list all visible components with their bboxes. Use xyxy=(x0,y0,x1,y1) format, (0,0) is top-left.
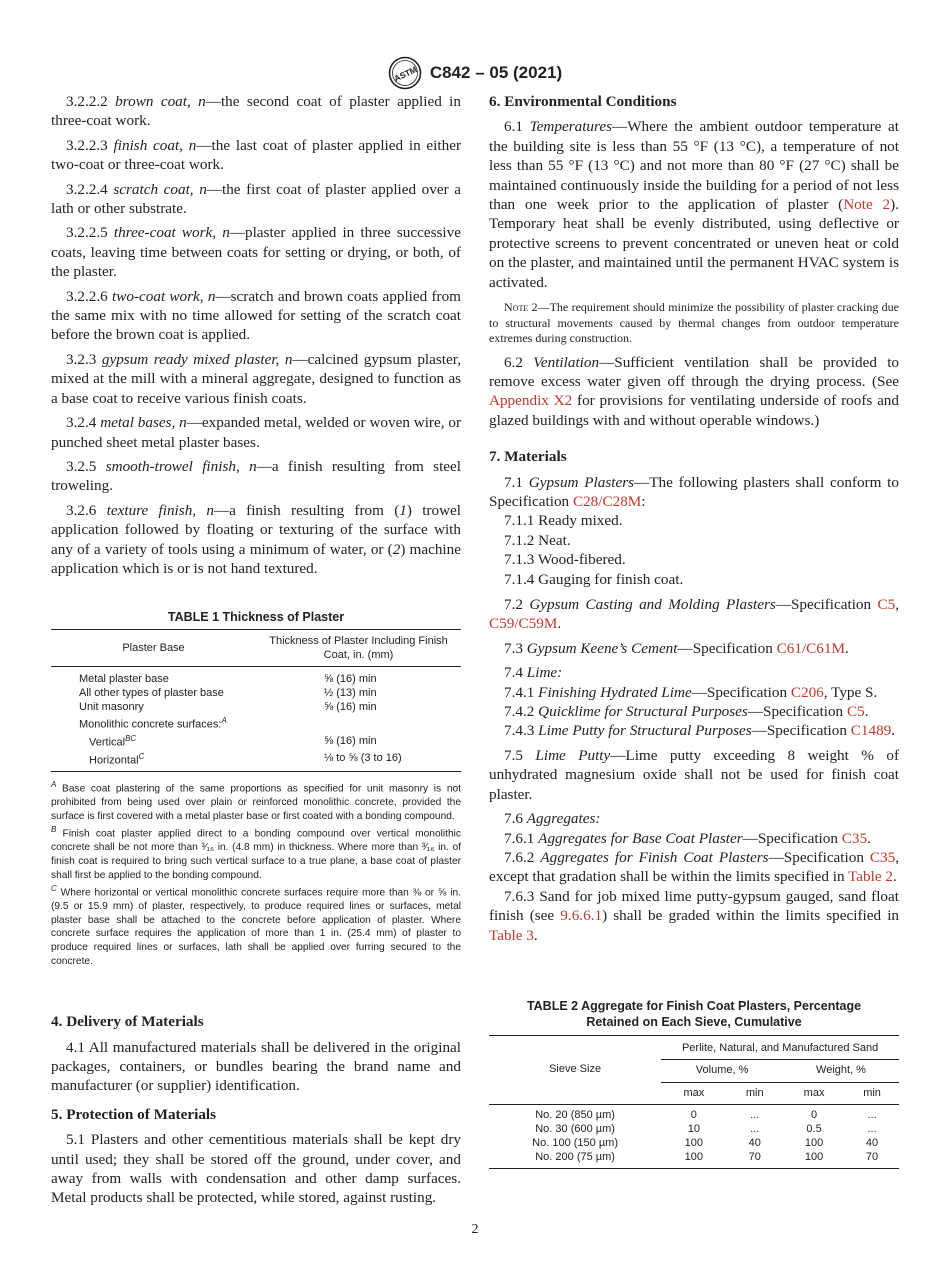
table1-thickness-cell: ⅝ (16) min xyxy=(324,701,377,714)
c35-link[interactable]: C35 xyxy=(841,829,868,847)
gypsum-plasters-list xyxy=(489,511,899,589)
para-7-6-1: 7.6.1 Aggregates for Base Coat Plaster—Specification C35. xyxy=(504,829,871,847)
c206-link[interactable]: C206 xyxy=(790,683,824,701)
table2-vol-max: max xyxy=(683,1086,705,1099)
table1-row xyxy=(51,667,461,687)
table2-sieve-cell: No. 200 (75 µm) xyxy=(535,1151,615,1164)
definition-item: 3.2.2.6 two-coat work, n—scratch and brown coats applied from the same mix with no time allowed for setting of the scratch coat before the brown coat is applied. xyxy=(51,287,461,344)
table2-cell: 100 xyxy=(684,1151,703,1164)
definition-item: 3.2.2.2 brown coat, n—the second coat of plaster applied in three-coat work. xyxy=(51,93,462,130)
table2-cell: 0 xyxy=(811,1109,818,1122)
definition-item: 3.2.2.5 three-coat work, n—plaster applied in three successive coats, leaving time between coats for setting or drying, or both, of the plaster. xyxy=(51,224,461,281)
table1-thickness-of-plaster xyxy=(51,629,461,772)
table1-row xyxy=(51,686,461,700)
table1-thickness-cell: ½ (13) min xyxy=(324,687,377,700)
para-4-1: 4.1 All manufactured materials shall be delivered in the original packages, containers, or bundles bearing the brand name and manufacturer (or supplier) identification. xyxy=(51,1038,461,1095)
page-header xyxy=(0,56,950,90)
table2-cell: ... xyxy=(750,1109,760,1122)
table2-cell: 0 xyxy=(690,1109,697,1122)
table2-cell: 40 xyxy=(748,1137,761,1150)
astm-logo-icon xyxy=(388,56,422,90)
para-7-6-2: 7.6.2 Aggregates for Finish Coat Plasters—Specification C35, except that gradation shall be within the limits specified in Table 2. xyxy=(489,848,899,886)
table1-row xyxy=(51,732,461,750)
definition-item: 3.2.3 gypsum ready mixed plaster, n—calcined gypsum plaster, mixed at the mill with a mineral aggregate, designed to function as a base coat to receive various finish coats. xyxy=(51,350,461,407)
table2-cell: 100 xyxy=(804,1151,824,1164)
table2-cell: 70 xyxy=(865,1151,879,1164)
definition-item: 3.2.4 metal bases, n—expanded metal, welded or woven wire, or punched sheet metal plaster bases. xyxy=(51,414,462,451)
c5-link[interactable]: C5 xyxy=(877,596,896,614)
table2-aggregate xyxy=(489,1035,899,1169)
para-6-2: 6.2 Ventilation—Sufficient ventilation shall be provided to remove excess water given off through the drying process. (See Appendix X2 for provisions for ventilating underside of roofs and glazed buildings with and without operable windows.) xyxy=(489,353,900,429)
table2-wt-max: max xyxy=(803,1086,825,1099)
table2-sieve-cell: No. 30 (600 µm) xyxy=(535,1123,615,1136)
c61-link[interactable]: C61/C61M xyxy=(776,639,845,657)
table2-col-sieve: Sieve Size xyxy=(489,1035,661,1104)
c59-link[interactable]: C59/C59M xyxy=(489,615,558,633)
definition-item: 3.2.5 smooth-trowel finish, n—a finish resulting from steel troweling. xyxy=(51,457,461,495)
table2-cell: 70 xyxy=(748,1151,761,1164)
section-6-title: 6. Environmental Conditions xyxy=(489,93,677,110)
table1-footnotes xyxy=(51,778,461,968)
para-7-1: 7.1 Gypsum Plasters—The following plasters shall conform to Specification C28/C28M: xyxy=(489,473,899,510)
table2-cell: 40 xyxy=(865,1137,879,1150)
table1-base-cell: Unit masonry xyxy=(79,701,144,714)
section-9-6-6-1-link[interactable]: 9.6.6.1 xyxy=(560,907,603,925)
table2-weight-header: Weight, % xyxy=(783,1060,899,1082)
para-7-5: 7.5 Lime Putty—Lime putty exceeding 8 weight % of unhydrated magnesium oxide shall not be used for finish coat plaster. xyxy=(489,746,899,803)
note-2-link[interactable]: Note 2 xyxy=(843,196,891,214)
table1-title: TABLE 1 Thickness of Plaster xyxy=(167,610,345,625)
c1489-link[interactable]: C1489 xyxy=(850,722,892,740)
standard-designation: C842 – 05 (2021) xyxy=(429,63,563,82)
table2-vol-min: min xyxy=(745,1086,764,1099)
para-7-6: 7.6 Aggregates: xyxy=(504,810,601,828)
table2-cell: ... xyxy=(867,1109,877,1122)
table2-row xyxy=(489,1122,899,1136)
section-5-title: 5. Protection of Materials xyxy=(51,1105,217,1123)
para-7-2: 7.2 Gypsum Casting and Molding Plasters—Specification C5, C59/C59M. xyxy=(489,596,899,633)
list-item: 7.1.3 Wood-fibered. xyxy=(504,551,626,569)
definitions-list xyxy=(51,92,461,496)
list-item: 7.1.1 Ready mixed. xyxy=(504,512,623,530)
appendix-x2-link[interactable]: Appendix X2 xyxy=(489,392,573,410)
table1-base-cell: Horizontal$^C$ xyxy=(89,751,145,767)
definition-3-2-6: 3.2.6 texture finish, n—a finish resulting from (1) trowel application followed by floating or texturing of the surface with any of a variety of tools using a minimum of water, or (2) machine application which is or is not hand textured. xyxy=(51,501,462,577)
para-7-3: 7.3 Gypsum Keene’s Cement—Specification C61/C61M. xyxy=(504,639,849,657)
table2-sieve-cell: No. 20 (850 µm) xyxy=(535,1109,615,1122)
list-item: 7.1.2 Neat. xyxy=(504,531,571,549)
table2-cell: 10 xyxy=(687,1123,700,1136)
definition-item: 3.2.2.4 scratch coat, n—the first coat of plaster applied over a lath or other substrate. xyxy=(51,180,461,218)
table1-base-cell: Vertical$^{BC}$ xyxy=(89,734,137,749)
section-4-title: 4. Delivery of Materials xyxy=(51,1013,204,1031)
table1-base-cell: All other types of plaster base xyxy=(79,687,224,700)
para-5-1: 5.1 Plasters and other cementitious materials shall be kept dry until used; they shall be stored off the ground, under cover, and away from walls with condensation and other damp surfaces. Metal products shall be protected, while stored, against rusting. xyxy=(51,1131,461,1207)
page-number: 2 xyxy=(471,1222,479,1237)
table2-sieve-cell: No. 100 (150 µm) xyxy=(532,1137,618,1150)
table1-thickness-cell: ⅛ to ⅝ (3 to 16) xyxy=(324,752,402,765)
table2-title: TABLE 2 Aggregate for Finish Coat Plasters, Percentage Retained on Each Sieve, Cumulative xyxy=(526,998,862,1029)
table1-row xyxy=(51,700,461,714)
table1-col-base: Plaster Base xyxy=(122,641,185,654)
table2-row xyxy=(489,1105,899,1123)
table2-volume-header: Volume, % xyxy=(661,1060,783,1082)
para-7-4-1: 7.4.1 Finishing Hydrated Lime—Specification C206, Type S. xyxy=(504,683,878,701)
para-7-4: 7.4 Lime: xyxy=(504,664,563,682)
table1-row xyxy=(51,714,461,732)
table1-footnote: $^A$ Base coat plastering of the same proportions as specified for unit masonry is not prohibited from being used over plain or reinforced monolithic concrete, provided the surface is first covered with a metal plaster base or first coated with a bonding compound. xyxy=(51,780,461,822)
left-column xyxy=(51,92,461,1213)
table1-thickness-cell xyxy=(256,714,461,732)
c35-link-2[interactable]: C35 xyxy=(869,848,896,866)
table-2-link[interactable]: Table 2 xyxy=(848,868,893,886)
table2-cell: 0.5 xyxy=(806,1123,822,1136)
table2-cell: ... xyxy=(750,1123,760,1136)
note-2: Note 2—The requirement should minimize the possibility of plaster cracking due to structural movements caused by thermal changes from outdoor temperature extremes during construction. xyxy=(489,300,899,346)
table1-base-cell: Monolithic concrete surfaces:$^A$ xyxy=(79,716,227,731)
para-7-4-2: 7.4.2 Quicklime for Structural Purposes—Specification C5. xyxy=(504,703,869,721)
table2-row xyxy=(489,1150,899,1169)
table2-row xyxy=(489,1136,899,1150)
table1-row xyxy=(51,750,461,772)
right-column xyxy=(489,92,899,1169)
table2-cell: 100 xyxy=(804,1137,824,1150)
c5-link-2[interactable]: C5 xyxy=(846,703,865,721)
table1-thickness-cell: ⅝ (16) min xyxy=(324,673,377,686)
table1-base-cell: Metal plaster base xyxy=(79,673,169,686)
para-7-4-3: 7.4.3 Lime Putty for Structural Purposes—Specification C1489. xyxy=(504,722,896,740)
table2-cell: ... xyxy=(867,1123,877,1136)
table-3-link[interactable]: Table 3 xyxy=(489,926,534,944)
astm-logo-text: ASTM xyxy=(392,64,419,84)
para-7-6-3: 7.6.3 Sand for job mixed lime putty-gypsum gauged, sand float finish (see 9.6.6.1) shall be graded within the limits specified in Table 3. xyxy=(489,887,900,944)
table1-footnote: $^B$ Finish coat plaster applied direct to a bonding compound over vertical monolithic concrete shall be not more than ³⁄₁₆ in. (4.8 mm) in thickness. Where more than ³⁄₁₆ in. of finish coat is required to bring such vertical surface to a true plane, a base coat of plaster shall first be applied to the bonding compound. xyxy=(51,825,461,881)
c28-link[interactable]: C28/C28M xyxy=(572,493,642,510)
list-item: 7.1.4 Gauging for finish coat. xyxy=(504,570,684,588)
para-6-1: 6.1 Temperatures—Where the ambient outdoor temperature at the building site is less than 55 °F (13 °C), a temperature of not less than 55 °F (13 °C) and not more than 80 °F (27 °C) shall be maintained continuously inside the building for a period of not less than one week prior to the application of plaster (Note 2). Temporary heat shall be evenly distributed, using deflective or protective screens to prevent concentrated or uneven heat or cold on the plaster, and maintained until the permanent HVAC system is activated. xyxy=(489,118,899,291)
definition-item: 3.2.2.3 finish coat, n—the last coat of plaster applied in either two-coat or three-coat work. xyxy=(51,136,461,174)
table2-wt-min: min xyxy=(863,1086,881,1099)
table1-thickness-cell: ⅝ (16) min xyxy=(324,734,377,747)
table2-cell: 100 xyxy=(684,1137,703,1150)
section-7-title: 7. Materials xyxy=(489,448,567,466)
table1-col-thickness: Thickness of Plaster Including Finish Coat, in. (mm) xyxy=(269,635,448,662)
table2-group-header: Perlite, Natural, and Manufactured Sand xyxy=(661,1035,899,1059)
table1-footnote: $^C$ Where horizontal or vertical monolithic concrete surfaces require more than ⅜ or ⅝ in. (9.5 or 15.9 mm) of plaster, respectively, to produce required lines or surfaces, metal plaster base shall be attached to the concrete before application of plaster. Where concrete surface requires the application of more than 1 in. (25.4 mm) of plaster to produce required lines or surfaces, lath shall be applied over furring secured to the concrete. xyxy=(51,884,461,967)
